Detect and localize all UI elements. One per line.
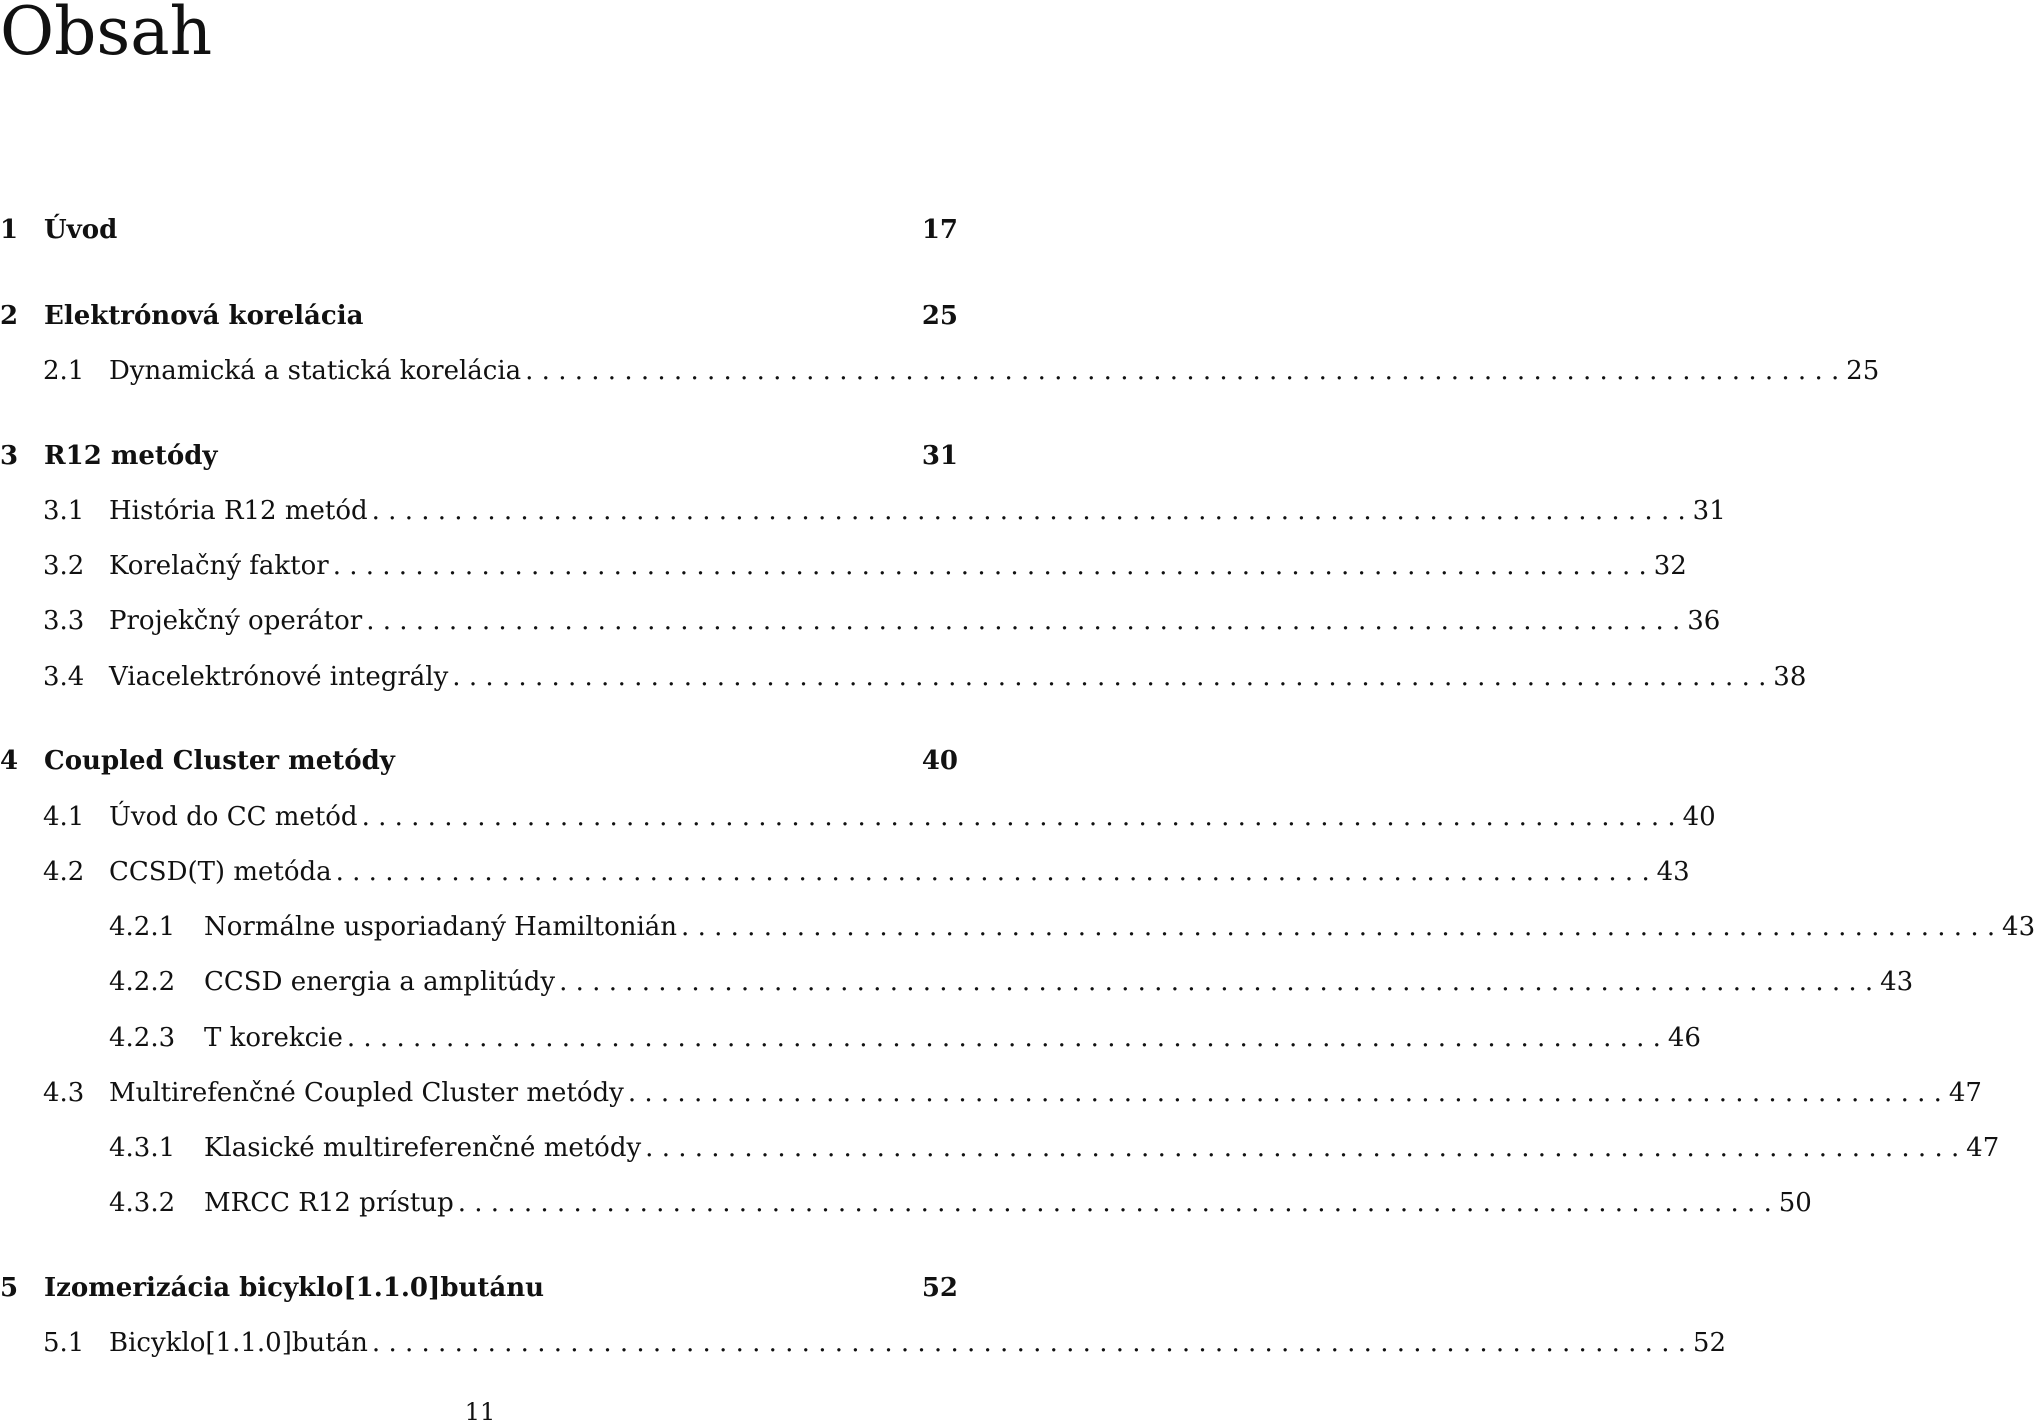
- toc-entry-title: Elektrónová korelácia: [44, 301, 364, 331]
- toc-entry-title: Korelačný faktor: [109, 551, 329, 581]
- toc-entry-title: Izomerizácia bicyklo[1.1.0]butánu: [44, 1273, 545, 1303]
- toc-leader-dots: . . . . . . . . . . . . . . . . . . . . . . . . . . . . . . . . . . . . . . . . . . . . . . . . . . . . . . . . . . . . . . . . . . . . . . . . . . . . . . . .: [457, 1188, 1772, 1218]
- toc-leader-dots: . . . . . . . . . . . . . . . . . . . . . . . . . . . . . . . . . . . . . . . . . . . . . . . . . . . . . . . . . . . . . . . . . . . . . . . . . . . . . . . .: [627, 1078, 1942, 1108]
- toc-entry-4-2[interactable]: [0, 852, 1690, 892]
- page-number: 11: [464, 1398, 496, 1426]
- toc-entry-number: 3.2: [43, 551, 85, 581]
- toc-entry-page: 31: [921, 441, 958, 471]
- toc-entry-page: 52: [921, 1273, 958, 1303]
- toc-entry-3-3[interactable]: [0, 601, 1721, 641]
- toc-entry-3[interactable]: [0, 436, 958, 476]
- toc-entry-page: 17: [921, 215, 958, 245]
- toc-entry-title: Úvod do CC metód: [109, 802, 358, 832]
- toc-entry-number: 4.2.3: [109, 1023, 176, 1053]
- toc-entry-title: CCSD(T) metóda: [109, 857, 332, 887]
- toc-entry-page: 40: [1682, 802, 1716, 832]
- toc-entry-number: 4.2.2: [109, 967, 176, 997]
- toc-entry-5[interactable]: [0, 1268, 958, 1308]
- toc-entry-title: Coupled Cluster metódy: [44, 746, 395, 776]
- toc-entry-5-1[interactable]: [0, 1323, 1727, 1363]
- toc-entry-page: 47: [1948, 1078, 1982, 1108]
- toc-entry-2[interactable]: [0, 296, 958, 336]
- toc-leader-dots: . . . . . . . . . . . . . . . . . . . . . . . . . . . . . . . . . . . . . . . . . . . . . . . . . . . . . . . . . . . . . . . . . . . . . . . . . . . . . . . .: [645, 1133, 1960, 1163]
- toc-entry-page: 31: [1692, 496, 1726, 526]
- toc-leader-dots: . . . . . . . . . . . . . . . . . . . . . . . . . . . . . . . . . . . . . . . . . . . . . . . . . . . . . . . . . . . . . . . . . . . . . . . . . . . . . . . .: [346, 1023, 1661, 1053]
- toc-entry-number: 1: [0, 215, 19, 245]
- toc-entry-number: 5: [0, 1273, 19, 1303]
- toc-entry-title: T korekcie: [204, 1023, 343, 1053]
- toc-entry-page: 46: [1667, 1023, 1701, 1053]
- toc-entry-number: 4.3.2: [109, 1188, 176, 1218]
- toc-entry-title: Bicyklo[1.1.0]bután: [109, 1328, 368, 1358]
- toc-entry-page: 32: [1653, 551, 1687, 581]
- toc-entry-4-2-2[interactable]: [0, 962, 1914, 1002]
- toc-leader-dots: . . . . . . . . . . . . . . . . . . . . . . . . . . . . . . . . . . . . . . . . . . . . . . . . . . . . . . . . . . . . . . . . . . . . . . . . . . . . . . . .: [371, 496, 1686, 526]
- toc-entry-title: História R12 metód: [109, 496, 368, 526]
- toc-leader-dots: . . . . . . . . . . . . . . . . . . . . . . . . . . . . . . . . . . . . . . . . . . . . . . . . . . . . . . . . . . . . . . . . . . . . . . . . . . . . . . . .: [371, 1328, 1687, 1358]
- toc-leader-dots: . . . . . . . . . . . . . . . . . . . . . . . . . . . . . . . . . . . . . . . . . . . . . . . . . . . . . . . . . . . . . . . . . . . . . . . . . . . . . . . .: [332, 551, 1647, 581]
- toc-entry-page: 43: [2002, 912, 2035, 942]
- toc-entry-number: 5.1: [43, 1328, 85, 1358]
- toc-entry-title: Projekčný operátor: [109, 606, 363, 636]
- toc-entry-page: 25: [1846, 356, 1880, 386]
- toc-entry-number: 2.1: [43, 356, 85, 386]
- toc-entry-4-2-3[interactable]: [0, 1018, 1701, 1058]
- toc-entry-number: 3: [0, 441, 19, 471]
- toc-entry-title: MRCC R12 prístup: [204, 1188, 454, 1218]
- toc-leader-dots: . . . . . . . . . . . . . . . . . . . . . . . . . . . . . . . . . . . . . . . . . . . . . . . . . . . . . . . . . . . . . . . . . . . . . . . . . . . . . . . .: [559, 967, 1874, 997]
- toc-entry-number: 2: [0, 301, 19, 331]
- toc-entry-number: 4.2.1: [109, 912, 176, 942]
- toc-entry-number: 4.3: [43, 1078, 85, 1108]
- toc-entry-number: 3.3: [43, 606, 85, 636]
- toc-entry-4[interactable]: [0, 741, 958, 781]
- toc-entry-3-2[interactable]: [0, 546, 1687, 586]
- toc-entry-number: 4: [0, 746, 19, 776]
- toc-entry-number: 3.4: [43, 662, 85, 692]
- toc-leader-dots: . . . . . . . . . . . . . . . . . . . . . . . . . . . . . . . . . . . . . . . . . . . . . . . . . . . . . . . . . . . . . . . . . . . . . . . . . . . . . . . .: [525, 356, 1840, 386]
- toc-entry-page: 50: [1778, 1188, 1812, 1218]
- page-title: Obsah: [0, 0, 213, 70]
- toc-entry-page: 43: [1656, 857, 1690, 887]
- toc-entry-4-2-1[interactable]: [0, 907, 2035, 947]
- toc-entry-page: 36: [1687, 606, 1721, 636]
- toc-entry-4-3-2[interactable]: [0, 1183, 1812, 1223]
- toc-entry-title: Úvod: [44, 215, 118, 245]
- toc-entry-page: 47: [1966, 1133, 2000, 1163]
- toc-leader-dots: . . . . . . . . . . . . . . . . . . . . . . . . . . . . . . . . . . . . . . . . . . . . . . . . . . . . . . . . . . . . . . . . . . . . . . . . . . . . . . . .: [361, 802, 1676, 832]
- toc-entry-page: 43: [1880, 967, 1914, 997]
- toc-entry-number: 4.3.1: [109, 1133, 176, 1163]
- toc-leader-dots: . . . . . . . . . . . . . . . . . . . . . . . . . . . . . . . . . . . . . . . . . . . . . . . . . . . . . . . . . . . . . . . . . . . . . . . . . . . . . . . .: [452, 662, 1767, 692]
- toc-entry-title: Multirefenčné Coupled Cluster metódy: [109, 1078, 624, 1108]
- toc-entry-page: 40: [921, 746, 958, 776]
- toc-entry-page: 52: [1692, 1328, 1727, 1358]
- toc-entry-3-1[interactable]: [0, 491, 1726, 531]
- toc-leader-dots: . . . . . . . . . . . . . . . . . . . . . . . . . . . . . . . . . . . . . . . . . . . . . . . . . . . . . . . . . . . . . . . . . . . . . . . . . . . . . . . .: [335, 857, 1650, 887]
- toc-entry-1[interactable]: [0, 210, 958, 250]
- toc-entry-2-1[interactable]: [0, 351, 1880, 391]
- toc-entry-title: Normálne usporiadaný Hamiltonián: [204, 912, 678, 942]
- toc-entry-3-4[interactable]: [0, 657, 1807, 697]
- toc-entry-title: CCSD energia a amplitúdy: [204, 967, 556, 997]
- toc-entry-number: 4.1: [43, 802, 85, 832]
- toc-entry-number: 3.1: [43, 496, 85, 526]
- toc-entry-4-1[interactable]: [0, 797, 1716, 837]
- toc-entry-title: Klasické multireferenčné metódy: [204, 1133, 642, 1163]
- toc-leader-dots: . . . . . . . . . . . . . . . . . . . . . . . . . . . . . . . . . . . . . . . . . . . . . . . . . . . . . . . . . . . . . . . . . . . . . . . . . . . . . . . .: [366, 606, 1681, 636]
- toc-entry-page: 38: [1773, 662, 1807, 692]
- toc-entry-4-3-1[interactable]: [0, 1128, 2000, 1168]
- toc-entry-title: Dynamická a statická korelácia: [109, 356, 522, 386]
- toc-entry-title: R12 metódy: [44, 441, 218, 471]
- toc-entry-page: 25: [921, 301, 958, 331]
- toc-entry-number: 4.2: [43, 857, 85, 887]
- toc-entry-title: Viacelektrónové integrály: [109, 662, 449, 692]
- toc-entry-4-3[interactable]: [0, 1073, 1982, 1113]
- toc-leader-dots: . . . . . . . . . . . . . . . . . . . . . . . . . . . . . . . . . . . . . . . . . . . . . . . . . . . . . . . . . . . . . . . . . . . . . . . . . . . . . . . .: [681, 912, 1996, 942]
